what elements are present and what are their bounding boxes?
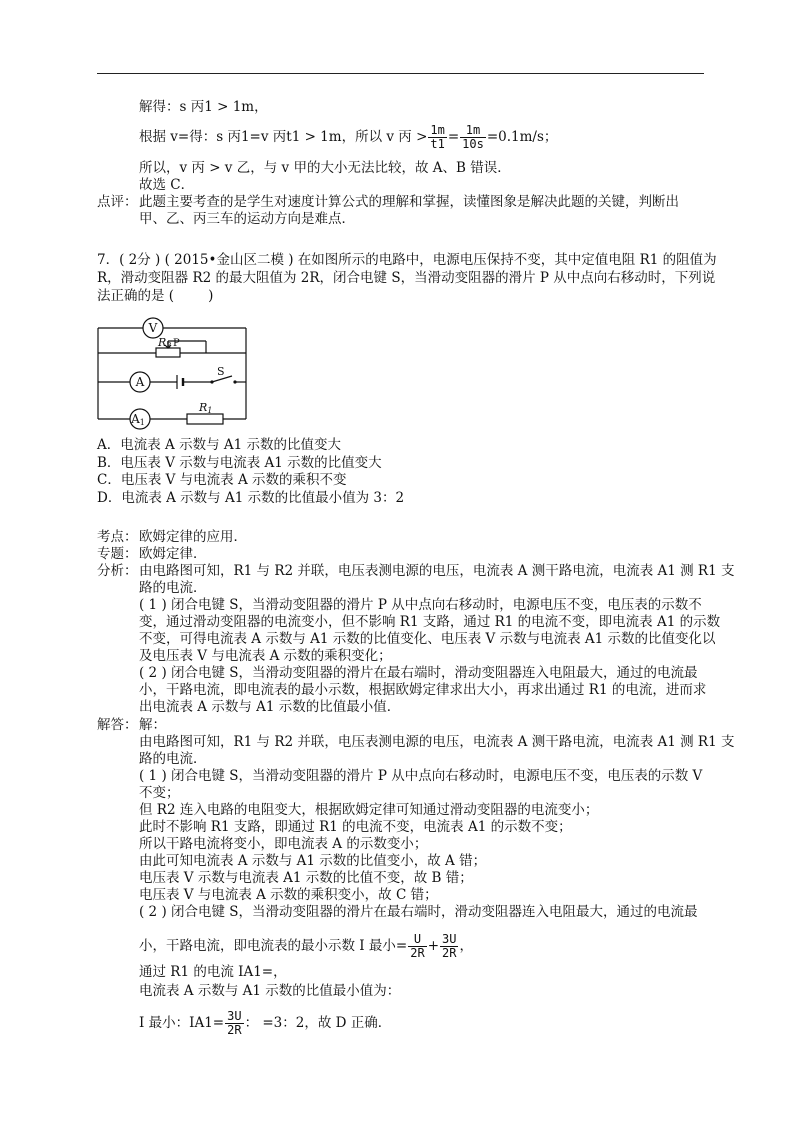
analysis-line: ( 2 ) 闭合电键 S，当滑动变阻器的滑片在最右端时，滑动变阻器连入电阻最大，通过的电流最: [139, 665, 698, 681]
answer-line: 解：: [139, 717, 166, 733]
answer-label: 解答：: [97, 717, 138, 733]
comment-line: 甲、乙、丙三车的运动方向是难点．: [139, 211, 355, 227]
solution-line: 故选 C．: [139, 177, 195, 193]
text-segment: ，: [459, 938, 473, 954]
header-rule: [97, 73, 704, 74]
numerator: U: [408, 933, 426, 947]
text-segment: 小，干路电流，即电流表的最小示数 I 最小=: [139, 938, 408, 954]
text-segment: I 最小：IA1=: [139, 1015, 225, 1031]
analysis-line: ( 1 ) 闭合电键 S，当滑动变阻器的滑片 P 从中点向右移动时，电源电压不变，电压表的示数不: [139, 597, 702, 613]
numerator: 3U: [227, 1009, 242, 1023]
denominator: 2R: [227, 1023, 242, 1037]
answer-line: 通过 R1 的电流 IA1=，: [139, 964, 287, 980]
kaodian-text: 欧姆定律的应用．: [139, 529, 247, 545]
zhuanti-text: 欧姆定律．: [139, 546, 207, 562]
fraction: [428, 124, 446, 151]
denominator: t1: [430, 137, 445, 151]
text-segment: =0.1m/s；: [486, 129, 558, 145]
text-segment: 根据 v=得：s 丙1=v 丙t1 > 1m，所以 v 丙 >: [139, 129, 428, 145]
answer-line: 由此可知电流表 A 示数与 A1 示数的比值变小，故 A 错；: [139, 853, 487, 869]
fraction: [460, 124, 486, 151]
answer-line: 电流表 A 示数与 A1 示数的比值最小值为：: [139, 983, 401, 999]
voltmeter-label: V: [148, 321, 158, 335]
zhuanti-label: 专题：: [97, 546, 138, 562]
analysis-line: 路的电流．: [139, 580, 207, 596]
ammeter-a-label: A: [135, 375, 145, 389]
question-line: [97, 288, 213, 304]
question-line: 7．( 2分 ) ( 2015•金山区二模 ) 在如图所示的电路中，电源电压保持不变，其中定值电阻 R1 的阻值为: [97, 252, 717, 268]
text-segment: ): [208, 288, 214, 304]
option-d: D．电流表 A 示数与 A1 示数的比值最小值为 3：2: [97, 490, 405, 506]
denominator: 2R: [410, 946, 425, 960]
analysis-line: 变，通过滑动变阻器的电流变小，但不影响 R1 支路，通过 R1 的电流不变，即电流表 A1 的示数: [139, 614, 721, 630]
answer-line: 电压表 V 示数与电流表 A1 示数的比值不变，故 B 错；: [139, 870, 473, 886]
answer-line-with-fraction: [139, 1010, 391, 1037]
slider-p-label: P: [173, 338, 180, 349]
analysis-line: 小，干路电流，即电流表的最小示数，根据欧姆定律求出大小，再求出通过 R1 的电流，进而求: [139, 682, 707, 698]
fenxi-label: 分析：: [97, 563, 138, 579]
text-segment: ： =3：2，故 D 正确．: [244, 1015, 392, 1031]
resistor-r1: [187, 414, 223, 424]
answer-line: 电压表 V 与电流表 A 示数的乘积变小，故 C 错；: [139, 887, 438, 903]
analysis-line: 出电流表 A 示数与 A1 示数的比值最小值．: [139, 699, 401, 715]
option-b: B．电压表 V 示数与电流表 A1 示数的比值变大: [97, 455, 382, 471]
fraction: [440, 933, 458, 960]
r2-label: R2: [158, 336, 172, 350]
fraction: [225, 1010, 243, 1037]
analysis-line: 及电压表 V 与电流表 A 示数的乘积变化；: [139, 648, 392, 664]
answer-line: 但 R2 连入电路的电阻变大，根据欧姆定律可知通过滑动变阻器的电流变小；: [139, 802, 599, 818]
answer-line: ( 2 ) 闭合电键 S，当滑动变阻器的滑片在最右端时，滑动变阻器连入电阻最大，通过的电流最: [139, 904, 698, 920]
answer-line: 此时不影响 R1 支路，即通过 R1 的电流不变，电流表 A1 的示数不变；: [139, 819, 572, 835]
r1-label: R1: [199, 401, 213, 415]
answer-line-with-fraction: [139, 933, 473, 960]
answer-line: 路的电流．: [139, 751, 207, 767]
solution-line: 解得：s 丙1 > 1m，: [139, 99, 268, 115]
solution-line: 所以，v 丙 > v 乙，与 v 甲的大小无法比较，故 A、B 错误．: [139, 160, 511, 176]
analysis-line: 由电路图可知，R1 与 R2 并联，电压表测电源的电压，电流表 A 测干路电流，电流表 A1 测 R1 支: [139, 563, 735, 579]
ammeter-a1-label: A1: [131, 412, 145, 427]
switch-contact-icon: [210, 380, 213, 383]
denominator: 10s: [462, 137, 484, 151]
denominator: 2R: [442, 946, 457, 960]
answer-line: 不变；: [139, 785, 180, 801]
comment-line: 此题主要考查的是学生对速度计算公式的理解和掌握，读懂图象是解决此题的关键，判断出: [139, 194, 679, 210]
text-segment: 法正确的是 (: [97, 288, 175, 304]
plus-sign: +: [427, 938, 439, 954]
circuit-diagram: [92, 314, 262, 434]
answer-line: ( 1 ) 闭合电键 S，当滑动变阻器的滑片 P 从中点向右移动时，电源电压不变，电压表的示数 V: [139, 768, 703, 784]
solution-line-with-fraction: 根据 v=得：s 丙1=v 丙t1 > 1m，所以 v 丙 > $\frac{1m}{t1}$ = $\frac{1m}{10s}$ =0.1m/s；: [139, 123, 558, 151]
numerator: 1m: [460, 124, 486, 138]
answer-line: 由电路图可知，R1 与 R2 并联，电压表测电源的电压，电流表 A 测干路电流，电流表 A1 测 R1 支: [139, 734, 735, 750]
option-c: C．电压表 V 与电流表 A 示数的乘积不变: [97, 472, 347, 488]
numerator: 1m: [430, 123, 445, 137]
switch-s-label: S: [217, 365, 225, 378]
kaodian-label: 考点：: [97, 529, 138, 545]
numerator: 3U: [442, 932, 457, 946]
option-a: A．电流表 A 示数与 A1 示数的比值变大: [97, 437, 342, 453]
fraction: [408, 933, 426, 960]
comment-label: 点评：: [97, 194, 138, 210]
analysis-line: 不变，可得电流表 A 示数与 A1 示数的比值变化、电压表 V 示数与电流表 A1 示数的比值变化以: [139, 631, 716, 647]
answer-line: 所以干路电流将变小，即电流表 A 的示数变小；: [139, 836, 428, 852]
question-line: R，滑动变阻器 R2 的最大阻值为 2R，闭合电键 S，当滑动变阻器的滑片 P 从中点向右移动时，下列说: [97, 270, 716, 286]
